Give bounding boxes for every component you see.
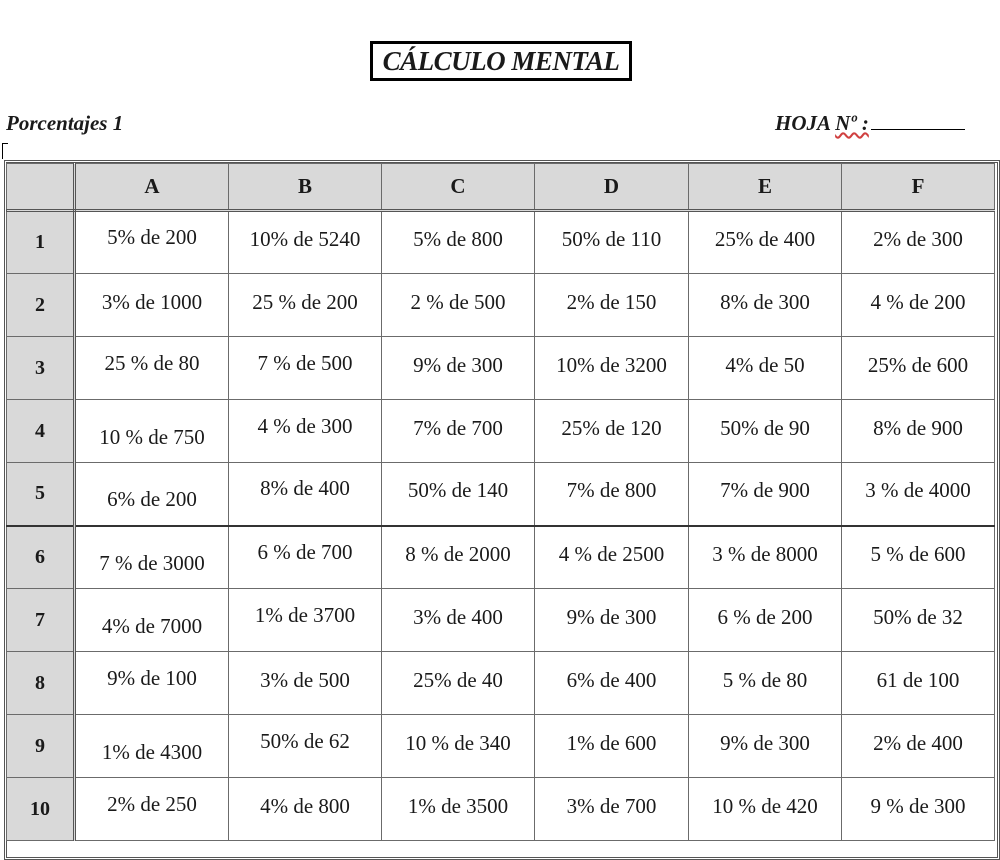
exercise-cell: 1% de 600: [535, 715, 689, 778]
exercise-cell: 50% de 32: [842, 589, 995, 652]
exercise-cell: 3% de 1000: [75, 274, 229, 337]
exercise-cell: 9% de 300: [689, 715, 842, 778]
table-row: [7, 211, 995, 274]
exercise-cell: 3 % de 8000: [689, 526, 842, 589]
table-row: [7, 274, 995, 337]
exercise-cell: 2% de 300: [842, 211, 995, 274]
table-row: [7, 652, 995, 715]
table-row: [7, 400, 995, 463]
exercise-cell: 7 % de 500: [229, 337, 382, 400]
exercise-cell: 5% de 200: [75, 211, 229, 274]
exercise-cell: 4 % de 200: [842, 274, 995, 337]
text-cursor-mark: [2, 143, 8, 159]
exercise-cell: 9 % de 300: [842, 778, 995, 841]
exercise-cell: 2 % de 500: [382, 274, 535, 337]
exercise-cell: 61 de 100: [842, 652, 995, 715]
exercise-cell: 50% de 110: [535, 211, 689, 274]
exercise-cell: 3 % de 4000: [842, 463, 995, 526]
exercise-cell: 3% de 500: [229, 652, 382, 715]
exercise-cell: 50% de 140: [382, 463, 535, 526]
exercise-cell: 9% de 300: [535, 589, 689, 652]
exercise-cell: 3% de 700: [535, 778, 689, 841]
exercise-cell: 4% de 50: [689, 337, 842, 400]
column-header-d: D: [535, 164, 689, 211]
exercise-cell: 8% de 900: [842, 400, 995, 463]
exercise-cell: 6% de 400: [535, 652, 689, 715]
corner-cell: [7, 164, 75, 211]
column-header-b: B: [229, 164, 382, 211]
exercise-cell: 50% de 62: [229, 715, 382, 778]
column-header-e: E: [689, 164, 842, 211]
exercise-cell: 8% de 400: [229, 463, 382, 526]
exercise-cell: 50% de 90: [689, 400, 842, 463]
exercise-cell: 8 % de 2000: [382, 526, 535, 589]
exercise-cell: 7 % de 3000: [75, 526, 229, 589]
row-number-4: 4: [7, 400, 75, 463]
exercise-cell: 2% de 250: [75, 778, 229, 841]
sheet-number-blank[interactable]: [871, 111, 965, 130]
exercise-cell: 25 % de 200: [229, 274, 382, 337]
worksheet-subtitle: Porcentajes 1: [6, 111, 124, 135]
exercise-cell: 10 % de 340: [382, 715, 535, 778]
exercise-cell: 6 % de 200: [689, 589, 842, 652]
exercise-cell: 25% de 600: [842, 337, 995, 400]
row-number-6: 6: [7, 526, 75, 589]
sheet-number-label: [775, 111, 965, 136]
exercise-cell: 3% de 400: [382, 589, 535, 652]
exercise-cell: 25% de 400: [689, 211, 842, 274]
exercise-cell: 10% de 5240: [229, 211, 382, 274]
exercise-cell: 2% de 150: [535, 274, 689, 337]
row-number-3: 3: [7, 337, 75, 400]
exercise-cell: 5% de 800: [382, 211, 535, 274]
row-number-8: 8: [7, 652, 75, 715]
table-row: [7, 337, 995, 400]
exercise-cell: 1% de 3700: [229, 589, 382, 652]
exercise-cell: 4 % de 300: [229, 400, 382, 463]
exercise-cell: 25% de 120: [535, 400, 689, 463]
row-number-7: 7: [7, 589, 75, 652]
exercise-cell: 4 % de 2500: [535, 526, 689, 589]
column-header-a: A: [75, 164, 229, 211]
exercise-cell: 7% de 900: [689, 463, 842, 526]
exercise-cell: 1% de 4300: [75, 715, 229, 778]
sheet-label-number: Nº :: [835, 111, 869, 135]
exercise-cell: 6% de 200: [75, 463, 229, 526]
exercise-cell: 5 % de 600: [842, 526, 995, 589]
page-title: CÁLCULO MENTAL: [382, 45, 620, 76]
column-header-f: F: [842, 164, 995, 211]
row-number-5: 5: [7, 463, 75, 526]
table-row: [7, 778, 995, 841]
exercise-cell: 9% de 300: [382, 337, 535, 400]
row-number-10: 10: [7, 778, 75, 841]
title-box: [370, 41, 632, 81]
exercise-cell: 7% de 700: [382, 400, 535, 463]
table-body: [7, 211, 995, 841]
exercise-cell: 10 % de 420: [689, 778, 842, 841]
table-row: [7, 589, 995, 652]
exercise-cell: 4% de 7000: [75, 589, 229, 652]
exercise-cell: 10 % de 750: [75, 400, 229, 463]
row-number-9: 9: [7, 715, 75, 778]
exercise-cell: 7% de 800: [535, 463, 689, 526]
exercise-table: [6, 163, 995, 841]
exercise-cell: 2% de 400: [842, 715, 995, 778]
sheet-label-prefix: HOJA: [775, 111, 836, 135]
table-row: [7, 715, 995, 778]
exercise-cell: 25 % de 80: [75, 337, 229, 400]
exercise-cell: 25% de 40: [382, 652, 535, 715]
exercise-cell: 4% de 800: [229, 778, 382, 841]
exercise-cell: 9% de 100: [75, 652, 229, 715]
table-row: [7, 526, 995, 589]
column-header-c: C: [382, 164, 535, 211]
row-number-1: 1: [7, 211, 75, 274]
table-row: [7, 463, 995, 526]
exercise-cell: 1% de 3500: [382, 778, 535, 841]
exercise-cell: 8% de 300: [689, 274, 842, 337]
table-header-row: [7, 164, 995, 211]
exercise-cell: 6 % de 700: [229, 526, 382, 589]
exercise-cell: 10% de 3200: [535, 337, 689, 400]
row-number-2: 2: [7, 274, 75, 337]
exercise-cell: 5 % de 80: [689, 652, 842, 715]
